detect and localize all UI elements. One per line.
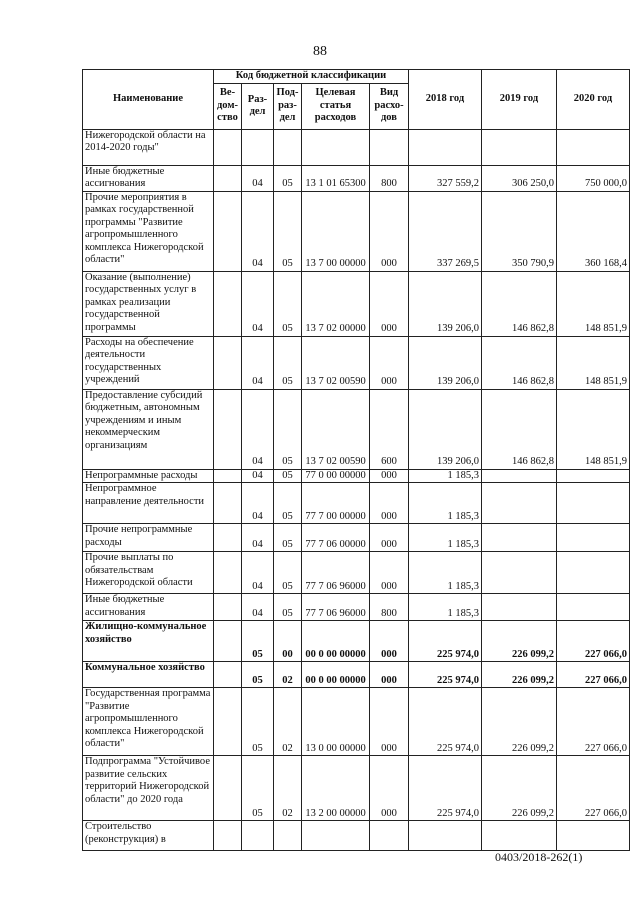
row-target: 00 0 00 00000 bbox=[302, 621, 370, 662]
row-name: Жилищно-коммунальное хозяйство bbox=[83, 621, 214, 662]
row-vid: 000 bbox=[370, 756, 409, 821]
row-razdel: 04 bbox=[242, 191, 274, 271]
row-razdel: 04 bbox=[242, 271, 274, 336]
row-podrazdel: 05 bbox=[274, 336, 302, 389]
row-vedomstvo bbox=[214, 621, 242, 662]
row-razdel: 05 bbox=[242, 662, 274, 688]
row-name: Прочие мероприятия в рамках государственной программы "Развитие агропромышленного комплекса Нижегородской области" bbox=[83, 191, 214, 271]
table-row bbox=[83, 688, 630, 756]
row-2018: 1 185,3 bbox=[409, 524, 482, 552]
row-vid bbox=[370, 821, 409, 851]
table-row bbox=[83, 483, 630, 524]
row-2019: 146 862,8 bbox=[482, 271, 557, 336]
row-podrazdel: 05 bbox=[274, 165, 302, 191]
row-2018: 337 269,5 bbox=[409, 191, 482, 271]
table-row bbox=[83, 271, 630, 336]
row-target: 77 7 06 96000 bbox=[302, 552, 370, 594]
row-2019: 350 790,9 bbox=[482, 191, 557, 271]
row-vedomstvo bbox=[214, 336, 242, 389]
row-2019: 226 099,2 bbox=[482, 662, 557, 688]
row-target: 13 7 02 00000 bbox=[302, 271, 370, 336]
row-vid: 000 bbox=[370, 336, 409, 389]
row-target: 77 7 06 00000 bbox=[302, 524, 370, 552]
row-target: 13 0 00 00000 bbox=[302, 688, 370, 756]
header-2019: 2019 год bbox=[482, 70, 557, 130]
row-2019 bbox=[482, 552, 557, 594]
row-name: Строительство (реконструкция) в bbox=[83, 821, 214, 851]
row-podrazdel: 05 bbox=[274, 594, 302, 621]
row-vid: 000 bbox=[370, 524, 409, 552]
row-name: Иные бюджетные ассигнования bbox=[83, 165, 214, 191]
row-2020 bbox=[557, 552, 630, 594]
row-2019 bbox=[482, 594, 557, 621]
row-name: Непрограммное направление деятельности bbox=[83, 483, 214, 524]
row-2019 bbox=[482, 129, 557, 165]
row-target: 00 0 00 00000 bbox=[302, 662, 370, 688]
row-2018: 327 559,2 bbox=[409, 165, 482, 191]
row-razdel bbox=[242, 129, 274, 165]
row-target: 13 7 02 00590 bbox=[302, 336, 370, 389]
row-2019 bbox=[482, 524, 557, 552]
row-2020 bbox=[557, 129, 630, 165]
row-2018: 1 185,3 bbox=[409, 469, 482, 483]
row-name: Прочие выплаты по обязательствам Нижегородской области bbox=[83, 552, 214, 594]
row-vid: 000 bbox=[370, 552, 409, 594]
row-name: Оказание (выполнение) государственных услуг в рамках реализации государственной программы bbox=[83, 271, 214, 336]
row-2020: 148 851,9 bbox=[557, 336, 630, 389]
header-podrazdel: Под-раз-дел bbox=[274, 83, 302, 129]
header-razdel: Раз-дел bbox=[242, 83, 274, 129]
row-vedomstvo bbox=[214, 129, 242, 165]
row-razdel: 04 bbox=[242, 594, 274, 621]
row-vedomstvo bbox=[214, 165, 242, 191]
table-row bbox=[83, 821, 630, 851]
row-podrazdel: 02 bbox=[274, 756, 302, 821]
row-target: 77 7 00 00000 bbox=[302, 483, 370, 524]
header-2018: 2018 год bbox=[409, 70, 482, 130]
row-target: 77 0 00 00000 bbox=[302, 469, 370, 483]
table-row bbox=[83, 191, 630, 271]
row-vid: 000 bbox=[370, 271, 409, 336]
row-2020: 227 066,0 bbox=[557, 621, 630, 662]
row-vedomstvo bbox=[214, 756, 242, 821]
row-vedomstvo bbox=[214, 389, 242, 469]
row-vid: 000 bbox=[370, 621, 409, 662]
row-2019: 146 862,8 bbox=[482, 389, 557, 469]
row-2019 bbox=[482, 469, 557, 483]
table-row bbox=[83, 756, 630, 821]
row-vid bbox=[370, 129, 409, 165]
row-2018: 225 974,0 bbox=[409, 662, 482, 688]
table-row bbox=[83, 662, 630, 688]
table-row bbox=[83, 336, 630, 389]
row-name: Государственная программа "Развитие агропромышленного комплекса Нижегородской области" bbox=[83, 688, 214, 756]
row-2018: 1 185,3 bbox=[409, 483, 482, 524]
budget-table bbox=[82, 69, 630, 851]
header-name: Наименование bbox=[83, 70, 214, 130]
row-2020: 360 168,4 bbox=[557, 191, 630, 271]
row-2018 bbox=[409, 821, 482, 851]
row-2018: 139 206,0 bbox=[409, 271, 482, 336]
row-podrazdel bbox=[274, 129, 302, 165]
row-2020: 148 851,9 bbox=[557, 271, 630, 336]
row-2019: 226 099,2 bbox=[482, 756, 557, 821]
row-name: Прочие непрограммные расходы bbox=[83, 524, 214, 552]
row-razdel: 05 bbox=[242, 688, 274, 756]
row-2019: 306 250,0 bbox=[482, 165, 557, 191]
row-podrazdel: 05 bbox=[274, 469, 302, 483]
table-row bbox=[83, 469, 630, 483]
table-row bbox=[83, 552, 630, 594]
table-row bbox=[83, 621, 630, 662]
row-vid: 000 bbox=[370, 483, 409, 524]
row-razdel: 04 bbox=[242, 524, 274, 552]
row-vedomstvo bbox=[214, 594, 242, 621]
row-2018: 139 206,0 bbox=[409, 389, 482, 469]
row-2020 bbox=[557, 483, 630, 524]
row-vedomstvo bbox=[214, 191, 242, 271]
row-razdel: 04 bbox=[242, 483, 274, 524]
row-name: Предоставление субсидий бюджетным, автономным учреждениям и иным некоммерческим организациям bbox=[83, 389, 214, 469]
row-target bbox=[302, 129, 370, 165]
row-2018: 225 974,0 bbox=[409, 688, 482, 756]
document-code: 0403/2018-262(1) bbox=[495, 850, 583, 864]
row-2019: 146 862,8 bbox=[482, 336, 557, 389]
row-vid: 000 bbox=[370, 191, 409, 271]
row-2018: 1 185,3 bbox=[409, 594, 482, 621]
row-2020: 227 066,0 bbox=[557, 662, 630, 688]
header-vid: Вид расхо-дов bbox=[370, 83, 409, 129]
row-razdel: 04 bbox=[242, 165, 274, 191]
row-razdel: 04 bbox=[242, 552, 274, 594]
row-vedomstvo bbox=[214, 821, 242, 851]
row-2020: 148 851,9 bbox=[557, 389, 630, 469]
row-razdel: 05 bbox=[242, 756, 274, 821]
header-target: Целевая статья расходов bbox=[302, 83, 370, 129]
row-vid: 000 bbox=[370, 469, 409, 483]
row-2018: 225 974,0 bbox=[409, 756, 482, 821]
row-podrazdel bbox=[274, 821, 302, 851]
row-2020 bbox=[557, 821, 630, 851]
row-podrazdel: 05 bbox=[274, 552, 302, 594]
row-razdel: 04 bbox=[242, 389, 274, 469]
table-row bbox=[83, 389, 630, 469]
row-2019 bbox=[482, 483, 557, 524]
row-vedomstvo bbox=[214, 662, 242, 688]
table-row bbox=[83, 524, 630, 552]
row-2019 bbox=[482, 821, 557, 851]
row-vedomstvo bbox=[214, 271, 242, 336]
row-podrazdel: 05 bbox=[274, 483, 302, 524]
row-podrazdel: 05 bbox=[274, 389, 302, 469]
row-name: Расходы на обеспечение деятельности государственных учреждений bbox=[83, 336, 214, 389]
row-vid: 800 bbox=[370, 165, 409, 191]
row-razdel: 04 bbox=[242, 336, 274, 389]
row-name: Подпрограмма "Устойчивое развитие сельских территорий Нижегородской области" до 2020 года bbox=[83, 756, 214, 821]
row-target bbox=[302, 821, 370, 851]
row-vid: 000 bbox=[370, 662, 409, 688]
row-2020: 227 066,0 bbox=[557, 756, 630, 821]
row-vedomstvo bbox=[214, 469, 242, 483]
row-2019: 226 099,2 bbox=[482, 621, 557, 662]
row-razdel: 04 bbox=[242, 469, 274, 483]
row-vedomstvo bbox=[214, 688, 242, 756]
header-2020: 2020 год bbox=[557, 70, 630, 130]
table-row bbox=[83, 129, 630, 165]
row-podrazdel: 02 bbox=[274, 662, 302, 688]
header-code-group: Код бюджетной классификации bbox=[214, 70, 409, 84]
row-podrazdel: 00 bbox=[274, 621, 302, 662]
row-vid: 800 bbox=[370, 594, 409, 621]
row-target: 13 2 00 00000 bbox=[302, 756, 370, 821]
row-target: 13 7 02 00590 bbox=[302, 389, 370, 469]
row-razdel: 05 bbox=[242, 621, 274, 662]
row-name: Нижегородской области на 2014-2020 годы" bbox=[83, 129, 214, 165]
row-2020 bbox=[557, 469, 630, 483]
row-2018: 139 206,0 bbox=[409, 336, 482, 389]
row-podrazdel: 02 bbox=[274, 688, 302, 756]
row-vedomstvo bbox=[214, 552, 242, 594]
row-2018: 1 185,3 bbox=[409, 552, 482, 594]
header-vedomstvo: Ве-дом-ство bbox=[214, 83, 242, 129]
row-target: 77 7 06 96000 bbox=[302, 594, 370, 621]
row-2020 bbox=[557, 524, 630, 552]
row-podrazdel: 05 bbox=[274, 271, 302, 336]
row-podrazdel: 05 bbox=[274, 524, 302, 552]
row-podrazdel: 05 bbox=[274, 191, 302, 271]
table-row bbox=[83, 594, 630, 621]
row-2020 bbox=[557, 594, 630, 621]
row-target: 13 7 00 00000 bbox=[302, 191, 370, 271]
row-vedomstvo bbox=[214, 524, 242, 552]
row-vid: 000 bbox=[370, 688, 409, 756]
row-vedomstvo bbox=[214, 483, 242, 524]
row-2018 bbox=[409, 129, 482, 165]
row-2020: 227 066,0 bbox=[557, 688, 630, 756]
row-vid: 600 bbox=[370, 389, 409, 469]
table-row bbox=[83, 165, 630, 191]
row-2019: 226 099,2 bbox=[482, 688, 557, 756]
row-target: 13 1 01 65300 bbox=[302, 165, 370, 191]
page-number: 88 bbox=[313, 44, 327, 59]
row-name: Непрограммные расходы bbox=[83, 469, 214, 483]
row-2018: 225 974,0 bbox=[409, 621, 482, 662]
row-name: Коммунальное хозяйство bbox=[83, 662, 214, 688]
row-name: Иные бюджетные ассигнования bbox=[83, 594, 214, 621]
row-razdel bbox=[242, 821, 274, 851]
row-2020: 750 000,0 bbox=[557, 165, 630, 191]
